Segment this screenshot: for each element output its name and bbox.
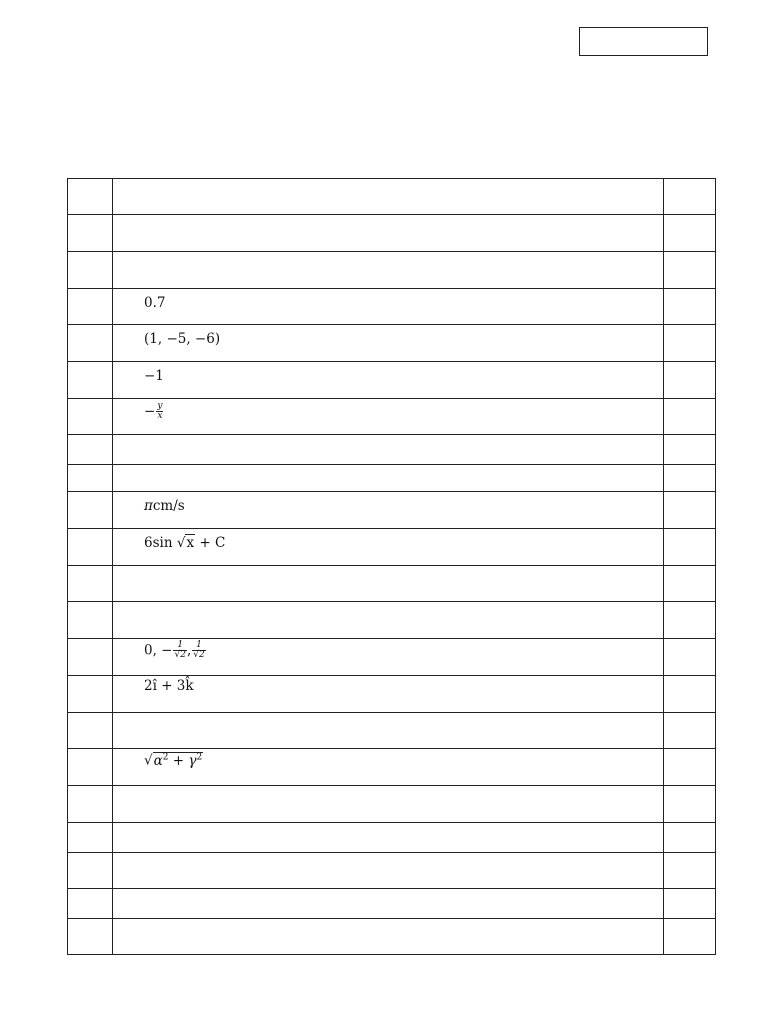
marks-cell xyxy=(664,215,716,252)
answer-cell xyxy=(113,786,664,823)
number-cell xyxy=(68,853,113,889)
marks-cell xyxy=(664,676,716,713)
answer-cell xyxy=(113,179,664,215)
answer-text: −1 xyxy=(144,368,164,384)
marks-cell xyxy=(664,362,716,399)
fraction xyxy=(173,641,186,661)
number-cell xyxy=(68,529,113,566)
number-cell xyxy=(68,465,113,492)
answer-speed xyxy=(113,492,185,514)
answer-cell xyxy=(113,362,664,399)
table-row xyxy=(68,179,716,215)
header-box xyxy=(579,27,708,56)
marks-cell xyxy=(664,786,716,823)
marks-cell xyxy=(664,602,716,639)
table-row xyxy=(68,676,716,713)
number-cell xyxy=(68,749,113,786)
number-cell xyxy=(68,492,113,529)
square-root xyxy=(177,537,195,551)
number-cell xyxy=(68,566,113,602)
number-cell xyxy=(68,823,113,853)
answer-cell xyxy=(113,465,664,492)
radicand: x xyxy=(186,535,195,551)
table-row xyxy=(68,786,716,823)
answer-integral xyxy=(113,529,225,551)
number-cell xyxy=(68,602,113,639)
number-cell xyxy=(68,215,113,252)
answer-cell xyxy=(113,399,664,435)
marks-cell xyxy=(664,566,716,602)
table-row xyxy=(68,399,716,435)
table-row xyxy=(68,465,716,492)
marks-cell xyxy=(664,289,716,325)
table-row xyxy=(68,435,716,465)
marks-cell xyxy=(664,749,716,786)
leading-terms: 0, − xyxy=(144,642,173,659)
plus-sign: + xyxy=(168,752,189,769)
answer-magnitude xyxy=(113,749,203,768)
marks-cell xyxy=(664,853,716,889)
number-cell xyxy=(68,179,113,215)
table-row xyxy=(68,639,716,676)
marks-cell xyxy=(664,492,716,529)
exponent: 2 xyxy=(162,752,169,762)
minus-sign: − xyxy=(144,403,156,420)
denominator: √2 xyxy=(193,650,205,661)
table-row xyxy=(68,823,716,853)
table-row xyxy=(68,919,716,955)
answer-cell xyxy=(113,566,664,602)
table-row xyxy=(68,853,716,889)
table-row xyxy=(68,289,716,325)
table-row xyxy=(68,325,716,362)
number-cell xyxy=(68,713,113,749)
number-cell xyxy=(68,399,113,435)
denominator: √2 xyxy=(174,650,186,661)
number-cell xyxy=(68,252,113,289)
answer-cell xyxy=(113,639,664,676)
numerator: 1 xyxy=(173,641,186,651)
table-row xyxy=(68,492,716,529)
answer-text: 0.7 xyxy=(144,295,166,311)
answer-cell xyxy=(113,492,664,529)
number-cell xyxy=(68,919,113,955)
answer-cell xyxy=(113,252,664,289)
marks-cell xyxy=(664,252,716,289)
separator: , xyxy=(186,642,192,659)
table-row xyxy=(68,252,716,289)
number-cell xyxy=(68,639,113,676)
number-cell xyxy=(68,325,113,362)
marks-cell xyxy=(664,529,716,566)
answer-cell xyxy=(113,289,664,325)
table-row xyxy=(68,529,716,566)
marks-cell xyxy=(664,639,716,676)
table-row xyxy=(68,713,716,749)
marks-cell xyxy=(664,919,716,955)
radical-sign: √ xyxy=(176,535,186,551)
square-root xyxy=(144,753,203,768)
table-row xyxy=(68,889,716,919)
answer-text: (1, −5, −6) xyxy=(144,331,221,347)
answer-cell xyxy=(113,889,664,919)
answer-cell xyxy=(113,676,664,713)
marks-cell xyxy=(664,325,716,362)
number-cell xyxy=(68,786,113,823)
numerator: 1 xyxy=(192,641,205,651)
answer-table xyxy=(67,178,716,955)
radical-sign: √ xyxy=(144,752,153,769)
answer-cell xyxy=(113,435,664,465)
denominator: x xyxy=(157,411,163,422)
gamma-symbol: γ xyxy=(188,752,197,769)
number-cell xyxy=(68,362,113,399)
radicand xyxy=(153,752,204,769)
fraction xyxy=(192,641,205,661)
answer-cell xyxy=(113,713,664,749)
answer-cell xyxy=(113,823,664,853)
answer-cell xyxy=(113,853,664,889)
unit: cm/s xyxy=(152,498,185,514)
marks-cell xyxy=(664,713,716,749)
coefficient: 6sin xyxy=(144,535,177,551)
table-row xyxy=(68,602,716,639)
marks-cell xyxy=(664,435,716,465)
answer-fraction xyxy=(113,399,163,422)
table-row xyxy=(68,362,716,399)
answer-vector xyxy=(113,639,206,661)
exponent: 2 xyxy=(196,752,203,762)
answer-cell xyxy=(113,529,664,566)
table-row xyxy=(68,566,716,602)
number-cell xyxy=(68,676,113,713)
table-row xyxy=(68,749,716,786)
answer-text: 2î + 3k̂ xyxy=(144,678,194,694)
answer-cell xyxy=(113,919,664,955)
marks-cell xyxy=(664,179,716,215)
number-cell xyxy=(68,289,113,325)
answer-cell xyxy=(113,215,664,252)
pi-symbol: π xyxy=(144,498,153,514)
marks-cell xyxy=(664,889,716,919)
table-row xyxy=(68,215,716,252)
marks-cell xyxy=(664,399,716,435)
constant-term: + C xyxy=(195,535,226,551)
fraction xyxy=(156,402,163,422)
numerator: y xyxy=(157,401,163,411)
answer-cell xyxy=(113,749,664,786)
marks-cell xyxy=(664,465,716,492)
alpha-symbol: α xyxy=(153,752,163,769)
number-cell xyxy=(68,889,113,919)
number-cell xyxy=(68,435,113,465)
answer-cell xyxy=(113,325,664,362)
answer-cell xyxy=(113,602,664,639)
marks-cell xyxy=(664,823,716,853)
